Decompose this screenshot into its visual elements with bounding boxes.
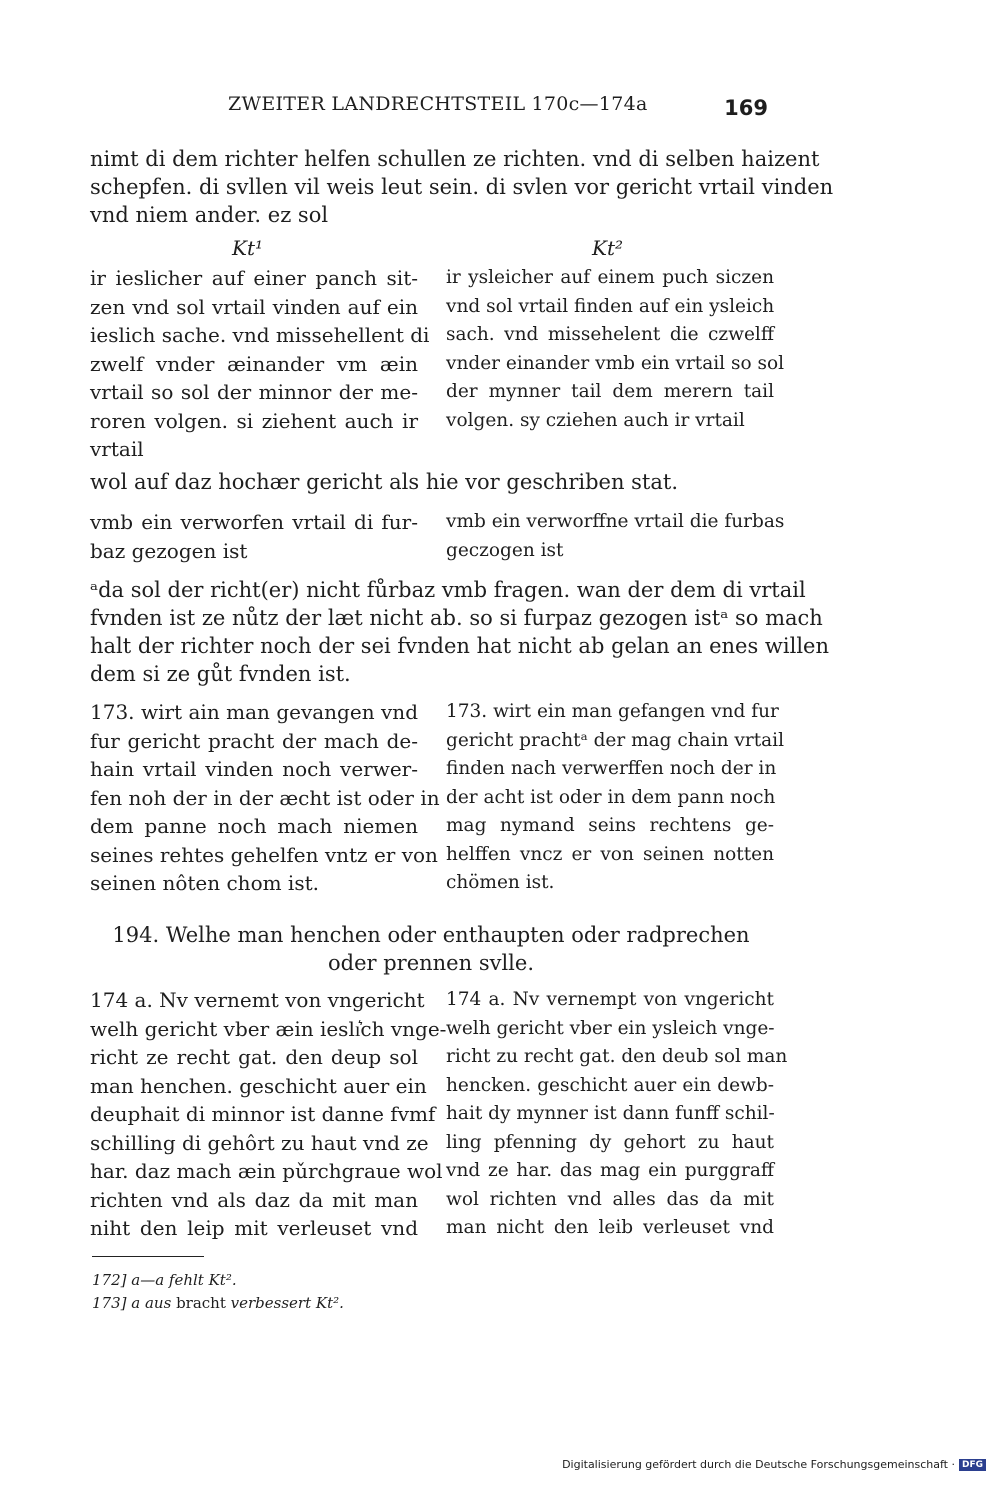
- text-line: der mynner tail dem merern tail: [446, 381, 774, 402]
- text-line: chömen ist.: [446, 872, 555, 893]
- text-line: sach. vnd missehelent die czwelff: [446, 324, 774, 345]
- text-line: 174 a. Nv vernemt von vngericht: [90, 988, 425, 1012]
- text-line: halt der richter noch der sei fvnden hat nicht ab gelan an enes willen: [90, 634, 829, 658]
- footnote-text-pre: a aus: [131, 1294, 172, 1312]
- text-line: dem si ze gůt fvnden ist.: [90, 662, 351, 686]
- block2-left-column: [90, 508, 418, 565]
- text-line: ᵃda sol der richt(er) nicht fůrbaz vmb fragen. wan der dem di vrtail: [90, 578, 806, 602]
- text-line: fur gericht pracht der mach de-: [90, 728, 418, 753]
- running-header: [228, 93, 648, 115]
- text-line: vrtail: [90, 437, 144, 461]
- text-line: richt zu recht gat. den deub sol man: [446, 1046, 788, 1067]
- footnote-rule: [92, 1256, 204, 1257]
- text-line: volgen. sy cziehen auch ir vrtail: [446, 409, 745, 431]
- text-line: 174 a. Nv vernempt von vngericht: [446, 989, 774, 1010]
- footnote-172: [92, 1270, 237, 1290]
- text-line: gericht prachtᵃ der mag chain vrtail: [446, 729, 785, 751]
- footnote-word: bracht: [176, 1294, 226, 1312]
- text-line: niht den leip mit verleuset vnd: [90, 1216, 418, 1240]
- text-line: schepfen. di svllen vil weis leut sein. di svlen vor gericht vrtail vinden: [90, 175, 834, 199]
- block3-right-column: [446, 698, 785, 898]
- text-line: geczogen ist: [446, 539, 564, 561]
- credit-text: Digitalisierung gefördert durch die Deutsche Forschungsgemeinschaft ·: [562, 1458, 955, 1471]
- block4-left-column: [90, 986, 447, 1243]
- text-line: vnd ze har. das mag ein purggraff: [446, 1160, 774, 1181]
- text-line: vnd niem ander. ez sol: [90, 203, 329, 227]
- text-line: ling pfenning dy gehort zu haut: [446, 1131, 774, 1153]
- section-heading-line2: oder prennen svlle.: [328, 951, 534, 975]
- text-line: zwelf vnder æinander vm æin: [90, 351, 418, 376]
- text-line: dem panne noch mach niemen: [90, 814, 418, 838]
- text-line: 173. wirt ein man gefangen vnd fur: [446, 701, 779, 722]
- footnote-ref: 173]: [92, 1294, 127, 1312]
- siglum-left: Kt¹: [232, 236, 263, 260]
- text-line: deuphait di minnor ist danne fvmf: [90, 1102, 436, 1126]
- text-line: finden nach verwerffen noch der in: [446, 758, 777, 779]
- text-line: man nicht den leib verleuset vnd: [446, 1217, 774, 1238]
- text-line: fvnden ist ze nůtz der læt nicht ab. so si furpaz gezogen istᵃ so mach: [90, 606, 823, 630]
- page-number: 169: [724, 96, 768, 120]
- text-line: vmb ein verworffne vrtail die furbas: [446, 511, 785, 532]
- text-line: richten vnd als daz da mit man: [90, 1187, 418, 1212]
- footnote-ref: 172]: [92, 1271, 127, 1289]
- text-line: seines rehtes gehelfen vntz er von: [90, 842, 438, 867]
- text-line: hencken. geschicht auer ein dewb-: [446, 1074, 774, 1096]
- text-line: ir ysleicher auf einem puch siczen: [446, 267, 774, 288]
- block1-right-column: [446, 264, 785, 435]
- text-line: baz gezogen ist: [90, 538, 248, 563]
- running-title: ZWEITER LANDRECHTSTEIL: [228, 93, 526, 115]
- text-line: helffen vncz er von seinen notten: [446, 843, 774, 865]
- block2-right-column: [446, 508, 785, 565]
- text-line: har. daz mach æin pǔrchgraue wol: [90, 1159, 443, 1183]
- text-line: seinen nôten chom ist.: [90, 871, 319, 895]
- block3-left-column: [90, 698, 440, 898]
- text-line: wol auf daz hochær gericht als hie vor geschriben stat.: [90, 470, 678, 494]
- text-line: ir ieslicher auf einer panch sit-: [90, 266, 418, 290]
- text-line: richt ze recht gat. den deup sol: [90, 1045, 418, 1069]
- text-line: hain vrtail vinden noch verwer-: [90, 757, 418, 781]
- text-line: vrtail so sol der minnor der me-: [90, 380, 418, 404]
- text-line: ieslich sache. vnd missehellent di: [90, 323, 430, 347]
- text-line: vnd sol vrtail finden auf ein ysleich: [446, 295, 775, 317]
- section-heading-line1: 194. Welhe man henchen oder enthaupten oder radprechen: [112, 923, 750, 947]
- dfg-logo: DFG: [959, 1459, 986, 1471]
- text-line: zen vnd sol vrtail vinden auf ein: [90, 294, 418, 319]
- section-range: 170c—174a: [531, 93, 648, 115]
- text-line: wol richten vnd alles das da mit: [446, 1188, 774, 1210]
- text-line: hait dy mynner ist dann funff schil-: [446, 1103, 775, 1124]
- text-line: mag nymand seins rechtens ge-: [446, 815, 774, 836]
- text-line: nimt di dem richter helfen schullen ze richten. vnd di selben haizent: [90, 147, 820, 171]
- shared-line: [90, 468, 772, 496]
- text-line: vnder einander vmb ein vrtail so sol: [446, 352, 785, 374]
- footnote-173: [92, 1293, 344, 1313]
- text-line: schilling di gehôrt zu haut vnd ze: [90, 1130, 429, 1155]
- text-line: fen noh der in der æcht ist oder in: [90, 785, 440, 810]
- text-line: der acht ist oder in dem pann noch: [446, 786, 776, 808]
- text-line: man henchen. geschicht auer ein: [90, 1073, 427, 1098]
- text-line: welh gericht vber ein ysleich vnge-: [446, 1017, 775, 1039]
- footnote-text: a—a fehlt Kt².: [131, 1271, 237, 1289]
- text-line: roren volgen. si ziehent auch ir: [90, 408, 418, 433]
- siglum-right: Kt²: [592, 236, 623, 260]
- block1-left-column: [90, 264, 430, 464]
- text-line: 173. wirt ain man gevangen vnd: [90, 700, 418, 724]
- section-heading: [90, 921, 772, 977]
- text-line: vmb ein verworfen vrtail di fur-: [90, 510, 418, 534]
- text-line: welh gericht vber æin ieslı͛ch vnge-: [90, 1016, 447, 1041]
- paragraph-2: [90, 576, 829, 688]
- intro-paragraph: [90, 145, 834, 229]
- footnote-text-post: verbessert Kt².: [230, 1294, 344, 1312]
- digitization-credit: [562, 1458, 986, 1471]
- block4-right-column: [446, 986, 788, 1243]
